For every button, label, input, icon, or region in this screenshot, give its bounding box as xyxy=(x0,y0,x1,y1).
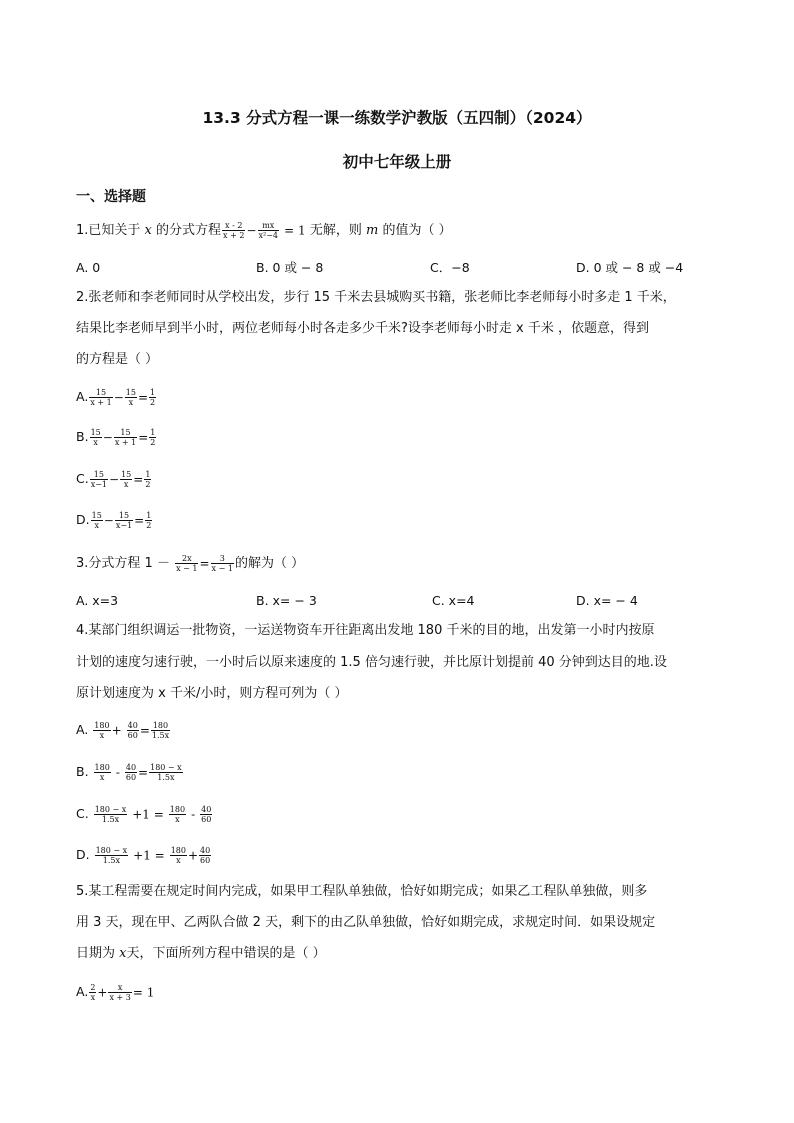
operator: + xyxy=(97,985,108,1000)
operator: +1 = xyxy=(132,807,164,822)
fraction-denominator: x xyxy=(123,480,129,489)
fraction-numerator: 15 xyxy=(91,511,102,520)
option-label: D. xyxy=(76,847,90,862)
fraction-numerator: 180 xyxy=(94,763,110,772)
q3-fraction-1 xyxy=(175,554,198,573)
operator: = xyxy=(138,765,149,780)
option-label: A. xyxy=(76,984,89,999)
q4-line-2: 计划的速度匀速行驶，一小时后以原来速度的 1.5 倍匀速行驶，并比原计划提前 40 分钟到达目的地.设 xyxy=(76,655,667,670)
fraction xyxy=(94,763,111,782)
fraction-numerator: 15 xyxy=(121,470,132,479)
fraction-numerator: 15 xyxy=(114,428,137,438)
q2-line-1: 2.张老师和李老师同时从学校出发，步行 15 千米去县城购买书籍，张老师比李老师每小时多走 1 千米， xyxy=(76,290,676,305)
q5-line-3 xyxy=(76,945,326,963)
fraction-denominator: x−1 xyxy=(90,480,108,489)
fraction-denominator: x xyxy=(175,815,180,824)
fraction-denominator: x xyxy=(93,438,98,447)
fraction xyxy=(200,805,212,824)
q3-equals: = xyxy=(199,556,210,571)
fraction-numerator: 40 xyxy=(127,721,138,730)
fraction-denominator: 60 xyxy=(127,731,138,740)
fraction-numerator: 2 xyxy=(90,983,96,992)
fraction xyxy=(149,428,156,447)
equals: = 1 xyxy=(132,985,155,1000)
q4-option-d xyxy=(76,846,212,865)
fraction xyxy=(94,805,128,824)
fraction xyxy=(120,470,132,489)
fraction-numerator: 180 − x xyxy=(95,846,128,855)
fraction-numerator: 40 xyxy=(125,763,137,772)
fraction xyxy=(90,470,108,489)
q5-option-a xyxy=(76,983,154,1002)
q2-line-2: 结果比李老师早到半小时，两位老师每小时各走多少千米?设李老师每小时走 x 千米 ，依题意，得到 xyxy=(76,321,649,336)
fraction xyxy=(89,388,112,407)
option-label: A. xyxy=(76,722,89,737)
fraction xyxy=(115,511,133,530)
fraction-numerator: 180 xyxy=(94,721,110,730)
fraction-denominator: 2 xyxy=(146,521,152,530)
fraction xyxy=(91,511,103,530)
q3-suffix: 的解为（ ） xyxy=(234,556,305,571)
option-label: C. xyxy=(76,471,89,486)
fraction-denominator: x²−4 xyxy=(258,231,279,240)
q5-line-1: 5.某工程需要在规定时间内完成，如果甲工程队单独做，恰好如期完成；如果乙工程队单独做，则多 xyxy=(76,884,648,899)
fraction-numerator: 15 xyxy=(90,428,101,437)
fraction-denominator: x + 1 xyxy=(114,438,137,447)
fraction-denominator: 2 xyxy=(145,480,151,489)
fraction-numerator: 15 xyxy=(125,388,136,397)
fraction-denominator: x + 3 xyxy=(109,993,131,1002)
fraction-numerator: 1 xyxy=(146,511,152,520)
fraction xyxy=(144,470,151,489)
q1-minus: − xyxy=(246,223,257,238)
fraction xyxy=(108,983,131,1002)
fraction xyxy=(151,721,170,740)
fraction xyxy=(89,983,96,1002)
operator: − xyxy=(103,513,114,528)
page-title: 13.3 分式方程一课一练数学沪教版（五四制）（2024） xyxy=(202,109,592,127)
fraction xyxy=(125,763,137,782)
fraction-denominator: x xyxy=(99,731,105,740)
fraction-denominator: x xyxy=(176,856,181,865)
q1-suffix1: 无解，则 xyxy=(309,223,362,238)
operator: + xyxy=(111,723,122,738)
q5-var-x: x xyxy=(119,946,127,961)
q1-var-x: x xyxy=(144,223,152,238)
fraction xyxy=(170,846,187,865)
q4-option-b xyxy=(76,763,184,782)
option-label: C. xyxy=(76,806,89,821)
q3-option-b: B. x= − 3 xyxy=(256,593,317,608)
fraction-numerator: 180 − x xyxy=(94,805,127,814)
q3-fraction-2 xyxy=(211,554,234,573)
fraction-denominator: 2 xyxy=(150,398,156,407)
q4-option-a xyxy=(76,721,171,740)
q3-option-d: D. x= − 4 xyxy=(576,593,638,608)
q3-option-c: C. x=4 xyxy=(432,593,475,608)
fraction-denominator: 1.5x xyxy=(101,815,120,824)
fraction-denominator: x xyxy=(94,521,99,530)
q2-option-c xyxy=(76,470,152,489)
q1-option-b: B. 0 或 − 8 xyxy=(256,260,324,275)
q1-fraction-2 xyxy=(258,221,280,240)
operator: = xyxy=(139,723,150,738)
operator: − xyxy=(109,472,120,487)
option-label: A. xyxy=(76,389,89,404)
option-label: B. xyxy=(76,764,89,779)
fraction-numerator: 180 xyxy=(169,805,186,814)
equals: = xyxy=(138,430,149,445)
fraction-denominator: x xyxy=(99,773,105,782)
q3-prefix: 3.分式方程 1 － xyxy=(76,556,170,571)
section-heading: 一、选择题 xyxy=(76,189,146,205)
fraction xyxy=(145,511,152,530)
option-label: B. xyxy=(76,429,89,444)
q1-rhs: = 1 xyxy=(284,223,306,238)
q4-line-1: 4.某部门组织调运一批物资，一运送物资车开往距离出发地 180 千米的目的地，出发第一小时内按原 xyxy=(76,623,655,638)
question-3 xyxy=(76,554,304,573)
fraction xyxy=(149,763,183,782)
fraction-denominator: x xyxy=(90,993,96,1002)
fraction xyxy=(125,388,137,407)
fraction-numerator: mx xyxy=(258,221,280,231)
operator: +1 = xyxy=(133,848,165,863)
equals: = xyxy=(134,513,145,528)
q1-suffix2: 的值为（ ） xyxy=(382,223,452,238)
q1-mid: 的分式方程 xyxy=(156,223,222,238)
page-subtitle: 初中七年级上册 xyxy=(342,153,452,171)
q4-line-3: 原计划速度为 x 千米/小时，则方程可列为（ ） xyxy=(76,686,348,701)
fraction-denominator: 60 xyxy=(125,773,137,782)
fraction-denominator: x−1 xyxy=(115,521,133,530)
q5-line-3b: 天，下面所列方程中错误的是（ ） xyxy=(126,946,326,961)
fraction xyxy=(93,721,110,740)
fraction-denominator: 2 xyxy=(150,438,156,447)
fraction-numerator: 15 xyxy=(90,470,108,480)
q2-option-d xyxy=(76,511,153,530)
fraction xyxy=(90,428,102,447)
fraction-numerator: 15 xyxy=(89,388,112,398)
fraction-denominator: x − 1 xyxy=(176,564,198,573)
operator: − xyxy=(102,430,113,445)
fraction-denominator: 60 xyxy=(200,856,211,865)
fraction-denominator: x xyxy=(128,398,134,407)
question-1 xyxy=(76,221,452,240)
fraction-numerator: 180 − x xyxy=(150,763,182,772)
equals: = xyxy=(133,472,144,487)
fraction-denominator: 1.5x xyxy=(102,856,120,865)
equals: = xyxy=(137,390,149,405)
fraction-numerator: x xyxy=(108,983,131,993)
fraction xyxy=(127,721,139,740)
fraction-denominator: 1.5x xyxy=(157,773,175,782)
q3-option-a: A. x=3 xyxy=(76,593,119,608)
fraction xyxy=(149,388,156,407)
fraction-numerator: 3 xyxy=(211,554,234,564)
fraction-numerator: 15 xyxy=(115,511,133,521)
fraction-denominator: x + 1 xyxy=(90,398,112,407)
fraction xyxy=(169,805,186,824)
q1-var-m: m xyxy=(365,223,379,238)
fraction-numerator: 2x xyxy=(175,554,198,564)
fraction-numerator: x - 2 xyxy=(222,221,245,231)
fraction xyxy=(95,846,129,865)
fraction-numerator: 1 xyxy=(150,428,156,437)
fraction-denominator: 1.5x xyxy=(151,731,170,740)
option-label: D. xyxy=(76,512,90,527)
operator: + xyxy=(187,848,199,863)
q5-line-2: 用 3 天，现在甲、乙两队合做 2 天，剩下的由乙队单独做，恰好如期完成，求规定时间．如果设规定 xyxy=(76,915,656,930)
q1-option-a: A. 0 xyxy=(76,260,101,275)
fraction-denominator: x + 2 xyxy=(223,231,245,240)
fraction xyxy=(199,846,211,865)
q1-option-c: C．−8 xyxy=(430,260,470,275)
fraction-denominator: x − 1 xyxy=(211,564,233,573)
fraction-numerator: 1 xyxy=(150,388,156,397)
fraction-numerator: 180 xyxy=(152,721,169,730)
fraction xyxy=(114,428,137,447)
q5-line-3a: 日期为 xyxy=(76,946,116,961)
q1-fraction-1 xyxy=(222,221,245,240)
operator: - xyxy=(115,765,120,780)
q1-option-d: D. 0 或 − 8 或 −4 xyxy=(576,260,684,275)
q2-option-b xyxy=(76,428,157,447)
q2-option-a xyxy=(76,388,157,407)
fraction-denominator: 60 xyxy=(201,815,212,824)
operator: − xyxy=(113,390,124,405)
q4-option-c xyxy=(76,805,213,824)
q2-line-3: 的方程是（ ） xyxy=(76,352,159,367)
fraction-numerator: 180 xyxy=(170,846,186,855)
fraction-numerator: 1 xyxy=(145,470,151,479)
fraction-numerator: 40 xyxy=(200,846,211,855)
fraction-numerator: 40 xyxy=(201,805,212,814)
q1-prefix: 1.已知关于 xyxy=(76,223,141,238)
operator: - xyxy=(191,807,196,822)
